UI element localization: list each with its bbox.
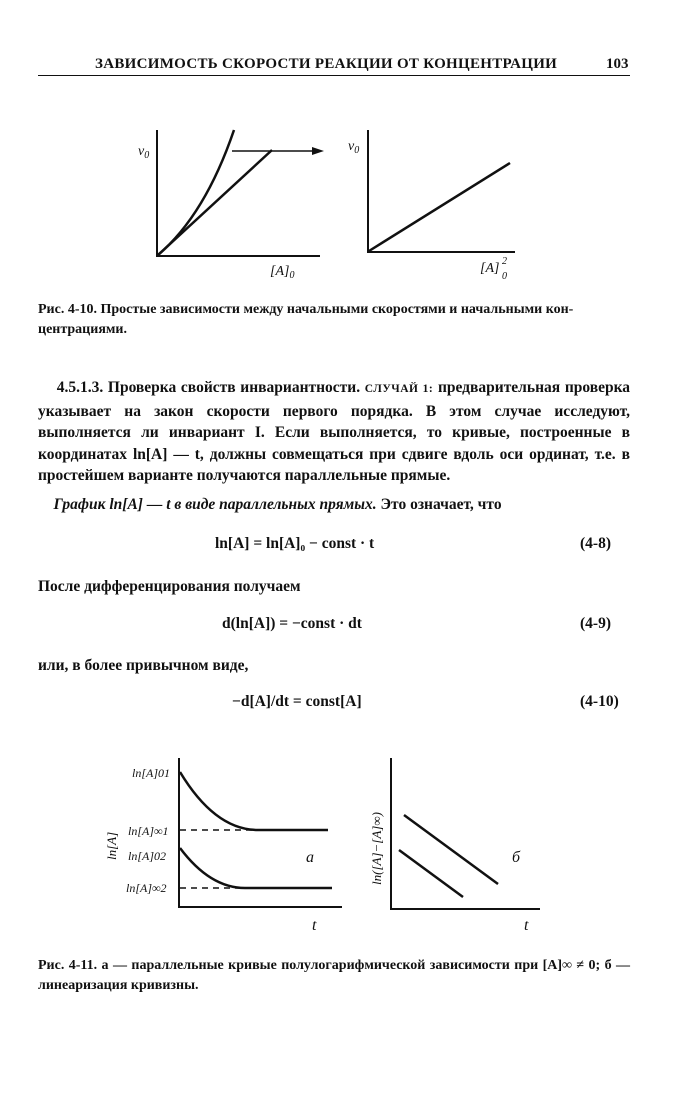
italic-tail: Это означает, что	[380, 496, 502, 513]
fig411a-tick-4: ln[A]∞2	[126, 881, 167, 895]
equation-4-8: ln[A] = ln[A]₀ − const · t	[215, 535, 375, 552]
fig411b-y-label: ln([A]−[A]∞)	[369, 812, 384, 885]
figure-4-10	[0, 0, 700, 300]
fig411b-panel-letter: б	[512, 849, 521, 866]
fig411b-line-1	[404, 815, 498, 884]
fig410-left-y-label: $v_0$	[138, 144, 150, 161]
figure-4-11-caption: Рис. 4-11. а — параллельные кривые полулогарифмической зависимости при [A]∞ ≠ 0; б — линеаризация кривизны.	[38, 958, 630, 993]
italic-statement	[38, 494, 630, 516]
fig411b-line-2	[399, 850, 463, 897]
fig410-left-line	[158, 150, 272, 255]
equation-number-4-9: (4-9)	[580, 615, 611, 632]
equation-number-4-10: (4-10)	[580, 693, 619, 710]
text-after-4-9: или, в более привычном виде,	[38, 657, 249, 674]
fig411b-x-label: t	[524, 917, 529, 934]
figure-4-10-caption: Рис. 4-10. Простые зависимости между начальными скоростями и начальными кон-центрациями.	[38, 302, 574, 337]
running-header-title: ЗАВИСИМОСТЬ СКОРОСТИ РЕАКЦИИ ОТ КОНЦЕНТРАЦИИ	[95, 56, 558, 72]
fig411a-tick-1: ln[A]01	[132, 766, 171, 780]
fig410-right-x-sup: 2	[502, 256, 507, 267]
fig410-right-line	[369, 163, 510, 251]
fig411a-panel-letter: a	[306, 849, 314, 866]
equation-4-10: −d[A]/dt = const[A]	[232, 693, 362, 710]
figure-4-11	[0, 740, 700, 950]
section-paragraph: предварительная проверка указывает на закон скорости первого порядка. В этом случае исследуют, выполняется ли инвариант I. Если выполняется, то кривые, построенные в координатах ln[A] — t, должны совмещаться при сдвиге вдоль оси ординат, т.е. в простейшем варианте получаются параллельные прямые.	[38, 379, 631, 484]
fig410-arrow-head	[312, 147, 324, 155]
section-4-5-1-3	[38, 377, 630, 487]
fig411a-tick-2: ln[A]∞1	[128, 824, 169, 838]
fig410-left-curve	[158, 130, 234, 255]
fig410-left-x-label: $[A]_0$	[270, 264, 295, 281]
section-number: 4.5.1.3.	[56, 379, 104, 396]
text-after-4-8: После дифференцирования получаем	[38, 578, 301, 595]
fig410-right-x-sub: 0	[502, 271, 507, 282]
fig411a-y-label: ln[A]	[104, 831, 119, 860]
page-number: 103	[606, 56, 629, 72]
equation-4-9: d(ln[A]) = −const · dt	[222, 615, 362, 632]
fig411a-x-label: t	[312, 917, 317, 934]
equation-number-4-8: (4-8)	[580, 535, 611, 552]
fig411a-tick-3: ln[A]02	[128, 849, 167, 863]
italic-lead: График ln[A] — t в виде параллельных прямых.	[53, 496, 377, 513]
fig410-right-y-label: $v_0$	[348, 139, 360, 156]
case-label: СЛУЧАЙ 1:	[364, 383, 434, 395]
section-heading: Проверка свойств инвариантности.	[107, 379, 361, 396]
fig410-right-x-label: [A]	[480, 261, 500, 276]
fig411a-curve-1	[180, 772, 328, 830]
